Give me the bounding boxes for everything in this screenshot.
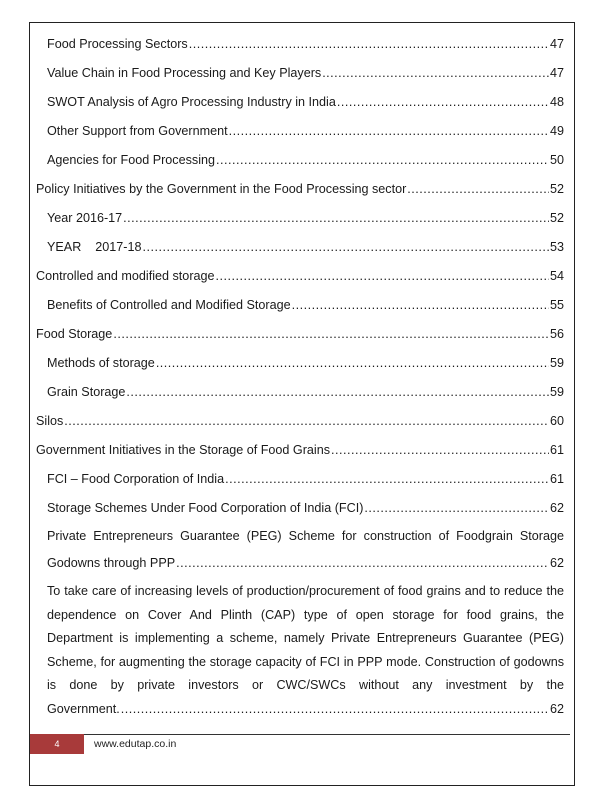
toc-entry-title: Grain Storage xyxy=(47,385,126,399)
toc-entry-title: Policy Initiatives by the Government in the Food Processing sector xyxy=(36,182,407,196)
toc-leader-dots xyxy=(64,407,549,436)
toc-entry-page: 47 xyxy=(549,37,564,51)
toc-leader-dots xyxy=(407,175,549,204)
toc-leader-dots xyxy=(337,88,549,117)
toc-entry-page: 61 xyxy=(549,472,564,486)
toc-entry-page: 49 xyxy=(549,124,564,138)
toc-entry-title: Year 2016-17 xyxy=(47,211,123,225)
toc-entry-title: Storage Schemes Under Food Corporation of India (FCI) xyxy=(47,501,364,515)
toc-entry-title: Food Processing Sectors xyxy=(47,37,188,51)
toc-entry-peg-scheme[interactable] xyxy=(36,523,564,577)
toc-entry[interactable] xyxy=(36,320,564,349)
toc-entry-title: Controlled and modified storage xyxy=(36,269,215,283)
toc-entry-title: Value Chain in Food Processing and Key Players xyxy=(47,66,322,80)
toc-entry[interactable] xyxy=(36,291,564,320)
toc-entry-title: Government Initiatives in the Storage of Food Grains xyxy=(36,443,331,457)
toc-entry-page: 52 xyxy=(549,211,564,225)
toc-leader-dots xyxy=(176,550,549,577)
toc-entry-long-lastline xyxy=(47,698,564,722)
toc-entry[interactable] xyxy=(36,30,564,59)
toc-entry-title: Agencies for Food Processing xyxy=(47,153,216,167)
toc-entry[interactable] xyxy=(36,88,564,117)
toc-leader-dots xyxy=(143,233,549,262)
toc-entry-title: Godowns through PPP xyxy=(47,556,176,570)
toc-entry-title: Methods of storage xyxy=(47,356,155,370)
toc-entry-page: 62 xyxy=(549,501,564,515)
toc-entry-page: 55 xyxy=(549,298,564,312)
toc-entries xyxy=(36,30,564,523)
toc-entry[interactable] xyxy=(36,378,564,407)
toc-entry[interactable] xyxy=(36,146,564,175)
toc-leader-dots xyxy=(189,30,549,59)
toc-leader-dots xyxy=(126,378,549,407)
toc-leader-dots xyxy=(225,465,549,494)
toc-entry[interactable] xyxy=(36,407,564,436)
toc-entry[interactable] xyxy=(36,117,564,146)
toc-entry-title: Benefits of Controlled and Modified Storage xyxy=(47,298,291,312)
toc-entry-title: Food Storage xyxy=(36,327,113,341)
toc-entry-page: 62 xyxy=(549,701,564,716)
toc-leader-dots xyxy=(216,146,549,175)
toc-entry-page: 50 xyxy=(549,153,564,167)
footer-url[interactable]: www.edutap.co.in xyxy=(94,738,177,750)
toc-leader-dots xyxy=(156,349,549,378)
toc-entry-peg-line1: Private Entrepreneurs Guarantee (PEG) Scheme for construction of Foodgrain Storage xyxy=(47,529,564,543)
toc-entry-page: 47 xyxy=(549,66,564,80)
toc-entry-title: Silos xyxy=(36,414,64,428)
toc-entry-page: 60 xyxy=(549,414,564,428)
toc-entry-page: 54 xyxy=(549,269,564,283)
toc-leader-dots xyxy=(292,291,549,320)
toc-entry-page: 53 xyxy=(549,240,564,254)
toc-entry-page: 59 xyxy=(549,356,564,370)
toc-leader-dots xyxy=(331,436,549,465)
toc-leader-dots xyxy=(229,117,549,146)
toc-entry[interactable] xyxy=(36,494,564,523)
toc-leader-dots xyxy=(123,204,549,233)
toc-entry[interactable] xyxy=(36,349,564,378)
toc-entry-page: 48 xyxy=(549,95,564,109)
toc-entry-title: Other Support from Government xyxy=(47,124,228,138)
toc-entry-title: YEAR 2017-18 xyxy=(47,240,142,254)
toc-entry-long[interactable] xyxy=(36,580,564,721)
toc-leader-dots xyxy=(216,262,549,291)
toc-leader-dots xyxy=(364,494,549,523)
toc-leader-dots xyxy=(113,320,549,349)
footer-page-number-wrap xyxy=(30,734,84,754)
footer-page-number: 4 xyxy=(54,739,60,749)
table-of-contents xyxy=(36,30,564,721)
toc-entry[interactable] xyxy=(36,262,564,291)
toc-entry[interactable] xyxy=(36,465,564,494)
toc-entry-page: 59 xyxy=(549,385,564,399)
toc-entry[interactable] xyxy=(36,204,564,233)
toc-entry-page: 56 xyxy=(549,327,564,341)
toc-entry-page: 52 xyxy=(549,182,564,196)
toc-entry-page: 62 xyxy=(549,556,564,570)
toc-entry-title: FCI – Food Corporation of India xyxy=(47,472,225,486)
toc-entry[interactable] xyxy=(36,59,564,88)
toc-entry[interactable] xyxy=(36,233,564,262)
toc-entry[interactable] xyxy=(36,175,564,204)
toc-entry-title: Government. xyxy=(47,701,120,716)
toc-leader-dots xyxy=(322,59,549,88)
toc-entry-peg-line2 xyxy=(47,550,564,577)
toc-entry-title: SWOT Analysis of Agro Processing Industry in India xyxy=(47,95,336,109)
toc-leader-dots xyxy=(121,698,549,722)
toc-entry[interactable] xyxy=(36,436,564,465)
toc-entry-long-text: To take care of increasing levels of production/procurement of food grains and to reduce the dependence on Cover And Plinth (CAP) type of open storage for food grains, the Department is implementing a scheme, namely Private Entrepreneurs Guarantee (PEG) Scheme, for augmenting the storage capacity of FCI in PPP mode. Construction of godowns is done by private investors or CWC/SWCs without any investment by the xyxy=(47,584,564,692)
toc-entry-page: 61 xyxy=(549,443,564,457)
page-footer xyxy=(30,734,570,754)
